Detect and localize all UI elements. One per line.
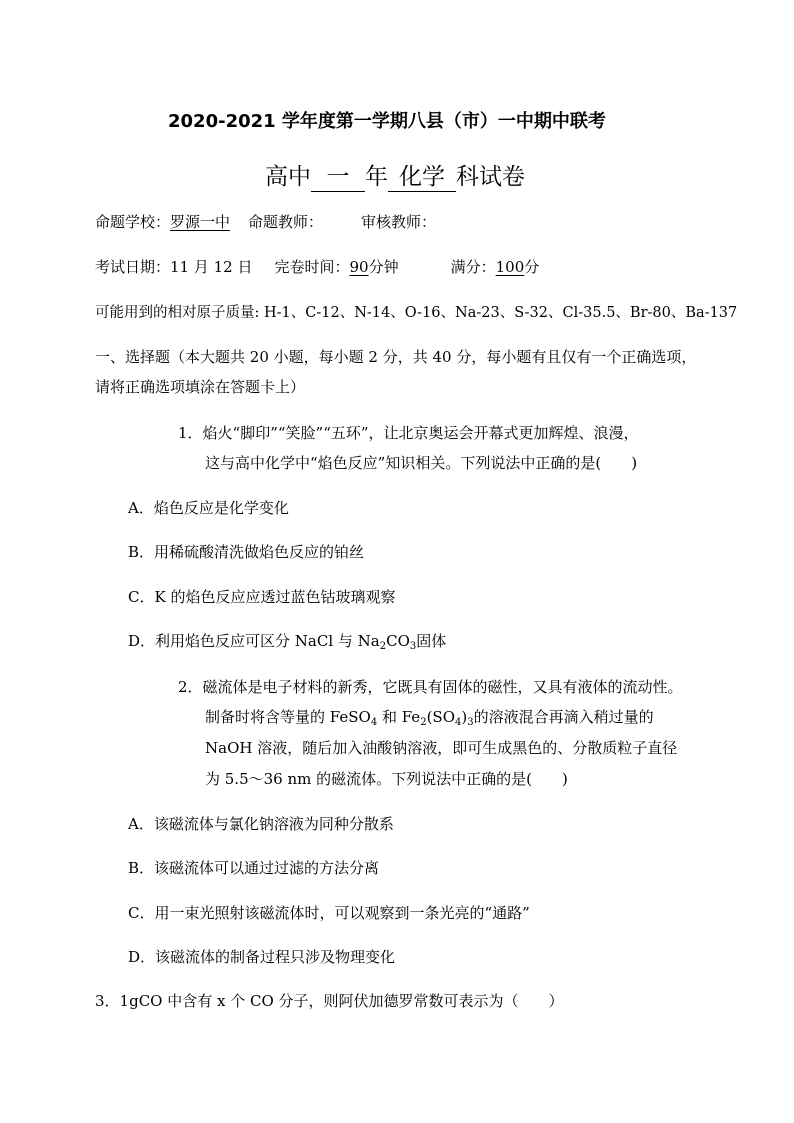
exam-date: 11 月 12 日	[170, 258, 253, 276]
author-label: 命题教师：	[248, 213, 324, 231]
q1-stem-line2: 这与高中化学中“焰色反应”知识相关。下列说法中正确的是( )	[205, 454, 638, 472]
q1-d-mid: CO	[386, 632, 410, 650]
q2-option-b: B．该磁流体可以通过过滤的方法分离	[128, 859, 380, 877]
date-label: 考试日期：	[95, 258, 171, 276]
section1-line1: 一、选择题（本大题共 20 小题，每小题 2 分，共 40 分，每小题有且仅有一个正确选项，	[95, 348, 697, 366]
q2-l2-post: 的溶液混合再滴入稍过量的	[473, 708, 654, 726]
section1-line2: 请将正确选项填涂在答题卡上）	[95, 378, 306, 396]
q1-d-post: 固体	[416, 632, 447, 650]
info-line-school	[95, 211, 436, 232]
q3-stem-line1: 3．1gCO 中含有 x 个 CO 分子，则阿伏加德罗常数可表示为（ ）	[95, 992, 564, 1010]
time-label: 完卷时间：	[274, 258, 350, 276]
q2-option-d: D．该磁流体的制备过程只涉及物理变化	[128, 948, 396, 966]
subtitle-subject: 化学	[388, 158, 456, 192]
q2-l2-mid1: 和 Fe	[377, 708, 421, 726]
q2-option-a: A．该磁流体与氯化钠溶液为同种分散系	[128, 815, 394, 833]
time-unit: 分钟	[368, 258, 399, 276]
atomic-mass-line: 可能用到的相对原子质量: H-1、C-12、N-14、O-16、Na-23、S-32、Cl-35.5、Br-80、Ba-137	[95, 305, 738, 321]
q2-l2-sub2: 2	[420, 717, 427, 728]
q1-option-d	[128, 630, 446, 651]
q1-stem-line1: 1．焰火“脚印”“笑脸”“五环”，让北京奥运会开幕式更加辉煌、浪漫，	[178, 424, 639, 442]
q1-option-b: B．用稀硫酸清洗做焰色反应的铂丝	[128, 543, 365, 561]
q1-d-pre: D．利用焰色反应可区分 NaCl 与 Na	[128, 632, 380, 650]
subtitle-suffix: 科试卷	[456, 164, 525, 190]
q2-l2-sub1: 4	[370, 717, 378, 728]
school-name: 罗源一中	[170, 213, 231, 231]
reviewer-label: 审核教师：	[361, 213, 437, 231]
subtitle-year: 年	[365, 164, 388, 190]
score-label: 满分：	[450, 258, 496, 276]
q2-l2-sub4: 3	[467, 717, 474, 728]
q2-l2-mid2: (SO	[426, 708, 456, 726]
exam-title: 2020-2021 学年度第一学期八县（市）一中期中联考	[168, 111, 606, 132]
info-line-date	[95, 256, 539, 277]
subtitle-grade: 一	[311, 158, 365, 192]
score-value: 100	[495, 258, 525, 276]
q1-d-sub1: 2	[379, 641, 387, 652]
q1-option-a: A．焰色反应是化学变化	[128, 499, 289, 517]
time-value: 90	[349, 258, 369, 276]
q2-stem-line4: 为 5.5～36 nm 的磁流体。下列说法中正确的是( )	[205, 770, 568, 788]
school-label: 命题学校：	[95, 213, 171, 231]
subtitle-prefix: 高中	[265, 164, 311, 190]
q1-d-sub2: 3	[409, 641, 417, 652]
q2-stem-line2	[205, 706, 654, 727]
q2-stem-line1: 2．磁流体是电子材料的新秀，它既具有固体的磁性，又具有液体的流动性。	[178, 678, 683, 696]
q1-option-c: C．K 的焰色反应应透过蓝色钴玻璃观察	[128, 588, 396, 606]
q2-option-c: C．用一束光照射该磁流体时，可以观察到一条光亮的“通路”	[128, 904, 530, 922]
q2-l2-sub3: 4	[455, 717, 462, 728]
score-unit: 分	[524, 258, 540, 276]
exam-subtitle	[265, 158, 525, 192]
q2-stem-line3: NaOH 溶液，随后加入油酸钠溶液，即可生成黑色的、分散质粒子直径	[205, 739, 678, 757]
q2-l2-pre: 制备时将含等量的 FeSO	[205, 708, 371, 726]
q2-l2-mid3: )	[461, 708, 468, 726]
